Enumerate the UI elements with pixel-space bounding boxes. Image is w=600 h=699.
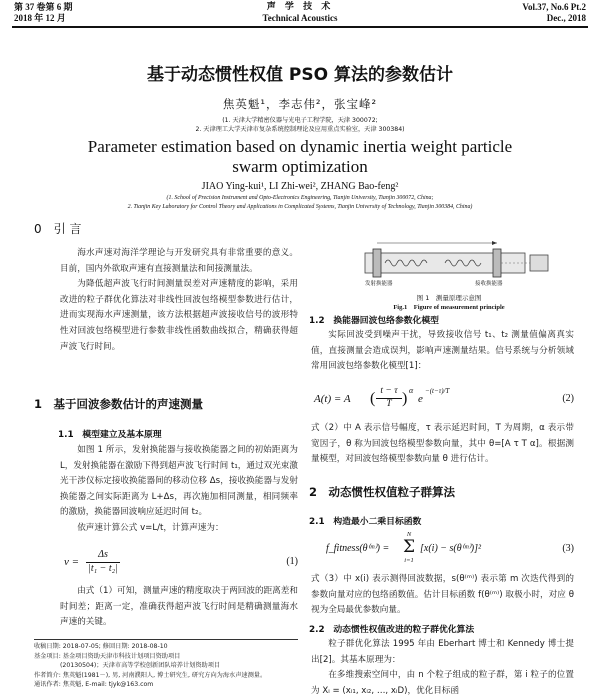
authors-en: JIAO Ying-kui¹, LI Zhi-wei², ZHANG Bao-feng² (201, 181, 399, 192)
eq2-exp-power: −(t−τ)/T (425, 387, 450, 395)
title-cn: 基于动态惯性权值 PSO 算法的参数估计 (147, 65, 453, 85)
eq3-explanation (311, 572, 574, 619)
pso-paragraph-1: 粒子群优化算法 1995 年由 Eberhart 博士和 Kennedy 博士提出[2]。其基本原理为： (311, 639, 574, 665)
affiliation-cn-2: 2. 天津理工大学天津市复杂系统控制理论及应用重点实验室，天津 300384) (195, 126, 405, 133)
intro-paragraph-1: 海水声速对海洋学理论与开发研究具有非常重要的意义。目前，国内外欲取声速有直接测量法和间接测量法。 (60, 248, 298, 274)
eq3-sum-lower: i=1 (404, 557, 414, 564)
eq3-lhs: f_fitness(θ⁽ᵐ⁾) = (326, 543, 390, 554)
receiver-transducer (493, 249, 501, 277)
journal-name-en: Technical Acoustics (262, 13, 338, 23)
journal-issue-en: Vol.37, No.6 Pt.2 (522, 2, 586, 12)
eq3-number: (3) (562, 543, 574, 554)
conclusion-1-1 (60, 584, 298, 631)
intro-column (60, 246, 298, 355)
title-en-line-2: swarm optimization (232, 157, 368, 176)
eq2-number: (2) (562, 393, 574, 404)
footnote-funding: 基金项目: 基金项目资助天津市科技计划项目资助项目 (34, 652, 181, 660)
pso-paragraph-2: 在多维搜索空间中，由 n 个粒子组成的粒子群，第 i 粒子的位置为 Xᵢ = (xᵢ₁, xᵢ₂, …, xᵢD)，优化目标函 (311, 670, 574, 696)
figure-1 (325, 231, 573, 291)
eq2-exp-base: e (418, 393, 423, 405)
eq2-paren-open: ( (370, 390, 376, 407)
footnotes (34, 642, 298, 690)
footnote-rule (34, 639, 298, 640)
eq2-frac-denominator: T (386, 399, 392, 409)
equation-1 (64, 549, 298, 575)
journal-date-cn: 2018 年 12 月 (14, 13, 66, 23)
affiliation-en-1: (1. School of Precision Instrument and Opto-Electronics Engineering, Tianjin University, Tianjin 300072, China; (166, 195, 434, 201)
measurement-principle-diagram (325, 231, 573, 291)
footnote-funding-cont: (20130504)；天津市高等学校创新团队培养计划资助项目 (60, 662, 221, 669)
subsection-1-1-heading: 1.1 模型建立及基本原理 (58, 430, 162, 440)
eq1-numerator: Δs (98, 549, 108, 560)
transmitter-transducer (373, 249, 381, 277)
section-2-heading: 2 动态惯性权值粒子群算法 (309, 485, 456, 499)
subsection-1-2-heading: 1.2 换能器回波包络参数化模型 (309, 316, 439, 326)
echo-model-paragraph: 实际回波受到噪声干扰，导致接收信号 t₁、t₂ 测量值偏离真实值，直接测量会造成误判，影响声速测量结果。信号系统与分析领域常用回波包络参数化模型[1]： (311, 330, 574, 372)
figure-1-caption-cn: 图 1 测量原理示意图 (416, 294, 482, 302)
eq1-discussion: 由式（1）可知，测量声速的精度取决于两回波的距离差和时间差；距离一定，准确获得超声波飞行时间是精确测量海水声速的关键。 (60, 586, 298, 628)
arrow-head (492, 241, 497, 245)
eq2-exponent: α (409, 386, 414, 395)
model-paragraph: 如图 1 所示，发射换能器与接收换能器之间的初始距离为 L，发射换能器在激励下得到超声波飞行时间 t₁，通过双光束激光干涉仪标定接收换能器间的移动位移 Δs，接收换能器与发射换能器之间实际距离为 L+Δs，再次施加相同测量，相同频率的激励，换能器回波响应延迟时间 t₂。 (60, 445, 298, 518)
footnote-received: 收稿日期: 2018-07-05; 修回日期: 2018-08-10 (34, 643, 168, 650)
title-en-line-1: Parameter estimation based on dynamic inertia weight particle (87, 137, 513, 156)
section-1-heading: 1 基于回波参数估计的声速测量 (34, 397, 203, 411)
subsection-2-1-heading: 2.1 构造最小二乘目标函数 (309, 517, 422, 527)
authors-cn: 焦英魁¹，李志伟²，张宝峰² (222, 97, 378, 111)
journal-name-cn: 声 学 技 术 (266, 2, 334, 12)
speed-formula-intro: 依声速计算公式 v=L/t，计算声速为： (77, 522, 224, 533)
eq1-lhs: v = (64, 556, 80, 568)
eq3-sum-upper: N (406, 531, 412, 538)
header-rule (12, 26, 588, 28)
pso-text (311, 637, 574, 699)
model-text (60, 443, 298, 537)
intro-paragraph-2: 为降低超声波飞行时间测量误差对声速精度的影响，采用改进的粒子群优化算法对非线性回波包络模型参数进行估计，进而实现海水声速测量，该方法根据超声波接收信号的波形特性对回波包络模型进行参数非线性函数曲线拟合，精确获得超声波飞行时间。 (60, 279, 298, 352)
section-0-heading: 0 引 言 (34, 222, 82, 236)
footnote-contact: 通讯作者: 焦英魁, E-mail: tjyk@163.com (34, 681, 154, 688)
eq2-paren-close: ) (402, 390, 408, 407)
affiliation-en-2: 2. Tianjin Key Laboratory for Control Theory and Applications in Complicated Systems, Tianjin University of Technology, Tianjin 300384, China) (127, 204, 473, 210)
eq2-frac-numerator: t − τ (380, 386, 398, 396)
laser-interferometer (530, 255, 548, 271)
eq1-denominator: |t₁ − t₂| (88, 563, 118, 574)
journal-date-en: Dec., 2018 (546, 13, 586, 23)
subsection-2-2-heading: 2.2 动态惯性权值改进的粒子群优化算法 (309, 625, 475, 635)
eq3-sum-symbol: Σ (402, 537, 416, 557)
equation-2 (314, 384, 574, 414)
equation-3 (326, 531, 574, 565)
affiliation-cn-1: (1. 天津大学精密仪器与光电子工程学院，天津 300072; (222, 117, 378, 124)
eq3-body: [x(i) − s(θ⁽ᵐ⁾)]² (420, 543, 481, 554)
eq2-lhs: A(t) = A (314, 393, 351, 405)
footnote-author: 作者简介: 焦英魁(1981－), 男, 河南濮阳人, 博士研究生, 研究方向为海水声速测量。 (34, 671, 267, 679)
figure-1-caption-en: Fig.1 Figure of measurement principle (393, 304, 505, 311)
eq2-explanation (311, 421, 574, 468)
label-receiver: 接收换能器 (475, 281, 503, 287)
eq1-number: (1) (286, 556, 298, 567)
eq2-discussion: 式（2）中 A 表示信号幅度，τ 表示延迟时间，T 为周期，α 表示带宽因子，θ 称为回波包络模型参数向量，其中 θ=[A τ T α]。根据测量模型，对回波包络模型参数向量 θ 进行估计。 (311, 423, 574, 465)
label-transmitter: 发射换能器 (365, 281, 393, 287)
echo-model-text (311, 328, 574, 375)
journal-volume: 第 37 卷第 6 期 (14, 2, 73, 12)
eq3-discussion: 式（3）中 x(i) 表示测得回波数据，s(θ⁽ᵐ⁾) 表示第 m 次迭代得到的参数向量对应的包络函数值。估计目标函数 f(θ⁽ᵐ⁾) 取极小时，对应 θ 视为全局最优参数向量。 (311, 574, 574, 616)
